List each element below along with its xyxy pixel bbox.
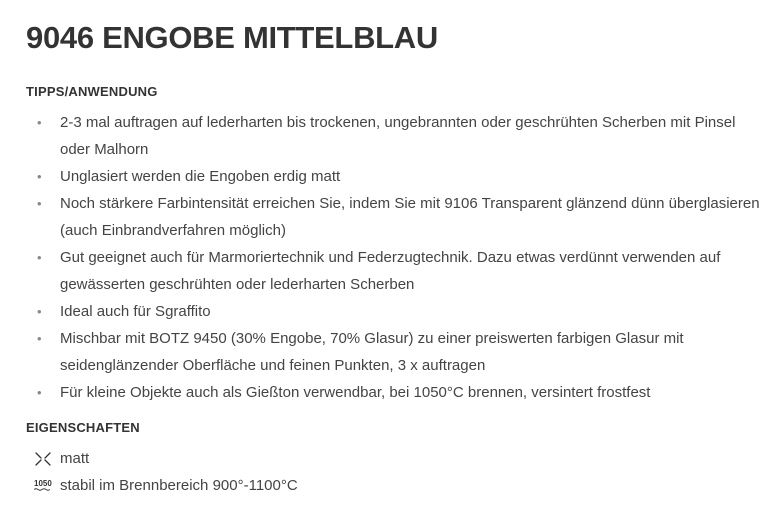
bullet-icon: •: [37, 304, 42, 319]
matt-icon: [34, 451, 60, 467]
property-label: matt: [60, 450, 90, 467]
properties-heading: EIGENSCHAFTEN: [26, 420, 140, 435]
list-item-text: Mischbar mit BOTZ 9450 (30% Engobe, 70% Glasur) zu einer preiswerten farbigen Glasur mit seidenglänzender Oberfläche und feinen Punkten, 3 x auftragen: [60, 330, 684, 374]
property-item: [26, 472, 782, 499]
list-item: [26, 298, 766, 325]
firing-range-icon-text: 1050: [34, 479, 52, 488]
bullet-icon: •: [37, 331, 42, 346]
list-item: [26, 244, 766, 298]
bullet-icon: •: [37, 385, 42, 400]
list-item: [26, 325, 766, 379]
list-item-text: 2-3 mal auftragen auf lederharten bis trockenen, ungebrannten oder geschrühten Scherben mit Pinsel oder Malhorn: [60, 114, 736, 158]
bullet-icon: •: [37, 250, 42, 265]
tips-list: [26, 109, 766, 406]
list-item: [26, 190, 766, 244]
bullet-icon: •: [37, 115, 42, 130]
list-item-text: Noch stärkere Farbintensität erreichen Sie, indem Sie mit 9106 Transparent glänzend dünn überglasieren (auch Einbrandverfahren möglich): [60, 195, 760, 239]
list-item-text: Gut geeignet auch für Marmoriertechnik und Federzugtechnik. Dazu etwas verdünnt verwenden auf gewässerten geschrühten oder lederharten Scherben: [60, 249, 721, 293]
list-item-text: Ideal auch für Sgraffito: [60, 303, 211, 320]
list-item: [26, 379, 766, 406]
page-title: 9046 ENGOBE MITTELBLAU: [26, 20, 438, 55]
firing-range-icon: [34, 480, 60, 491]
property-item: [26, 445, 782, 472]
list-item: [26, 109, 766, 163]
bullet-icon: •: [37, 169, 42, 184]
bullet-icon: •: [37, 196, 42, 211]
properties-list: [26, 445, 782, 499]
list-item-text: Unglasiert werden die Engoben erdig matt: [60, 168, 341, 185]
list-item: [26, 163, 766, 190]
tips-heading: TIPPS/ANWENDUNG: [26, 84, 158, 99]
property-label: stabil im Brennbereich 900°-1100°C: [60, 477, 298, 494]
list-item-text: Für kleine Objekte auch als Gießton verwendbar, bei 1050°C brennen, versintert frostfest: [60, 384, 651, 401]
